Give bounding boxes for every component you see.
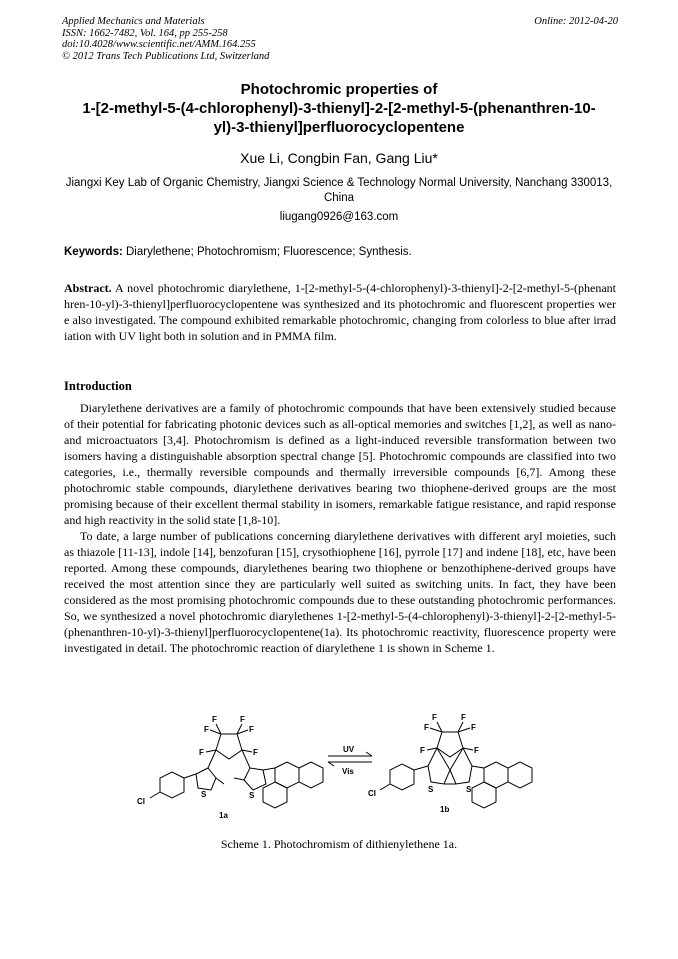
compound-1a-label: 1a	[219, 811, 228, 820]
thiophene-right-1a	[244, 768, 266, 790]
journal-header	[62, 16, 618, 62]
vis-label: Vis	[342, 767, 354, 776]
sulfur-label: S	[428, 785, 434, 794]
fluorine-label: F	[420, 746, 425, 755]
online-date: Online: 2012-04-20	[534, 16, 618, 27]
intro-paragraph-2-end: Its photochromic reactivity, fluorescence property were investigated in detail. The photochromic reaction of diarylethene 1 is shown in Scheme 1.	[64, 625, 617, 655]
doi: doi:10.4028/www.scientific.net/AMM.164.255	[62, 39, 256, 51]
abstract	[64, 280, 616, 344]
fluorine-label: F	[432, 713, 437, 722]
chlorophenyl-ring-1b	[390, 764, 414, 790]
uv-label: UV	[343, 745, 355, 754]
scheme-caption: Scheme 1. Photochromism of dithienylethene 1a.	[220, 837, 458, 851]
intro-paragraph-1: Diarylethene derivatives are a family of photochromic compounds that have been extensively studied because of their potential for fabricating photonic devices such as all-optical memories and switches [1,2], as well as nano- and microactuators [3,4]. Photochromism is defined as a light-induced reversible transformation between two isomers having a distinguishable absorption spectral change [5]. Photochromic compounds are classified into two categories, i.e., thermally reversible compounds and thermally irreversible compounds [6,7]. Among these photochromic stable compounds, diarylethene derivatives bearing two thiophene-derived groups are the most promising because of their excellent thermal stability in isomers, remarkable fatigue resistance, and rapid response and high reactivity in the solid state [1,8-10].	[64, 401, 616, 527]
phenanthrene-ring-b-1b	[508, 762, 532, 788]
fluorine-label: F	[461, 713, 466, 722]
paper-title	[40, 80, 638, 137]
title-line-3: yl)-3-thienyl]perfluorocyclopentene	[213, 119, 465, 136]
fluorine-label: F	[253, 748, 258, 757]
fluorine-label: F	[249, 725, 254, 734]
intro-paragraph-2-text: To date, a large number of publications concerning diarylethene derivatives with different aryl moieties, such as thiazole [11-13], indole [14], benzofuran [15], crysothiophene [16], pyrrole [17] and indene [18], etc, have been reported. Among these compounds, diarylethenes bearing two thiophene or benzothiphene-derived groups have received the most attention since they are particularly well suited as switching units. In fact, they have been considered as the most promising photochromic compounds due to these outstanding photochromic performances. So, we synthesized a novel photochromic diarylethenes	[64, 529, 616, 623]
chlorophenyl-ring-1a	[160, 772, 184, 798]
thiophene-right-1b	[450, 748, 472, 784]
intro-paragraph-2	[64, 528, 616, 656]
cyclopentene-ring-1a	[216, 734, 242, 759]
introduction-heading: Introduction	[64, 379, 132, 393]
cyclopentene-ring-1b	[437, 732, 463, 757]
title-line-2: 1-[2-methyl-5-(4-chlorophenyl)-3-thienyl]-2-[2-methyl-5-(phenanthren-10-	[82, 100, 596, 117]
phenanthrene-ring-c-1b	[472, 782, 496, 808]
fluorine-label: F	[424, 723, 429, 732]
introduction-body	[64, 400, 616, 656]
fluorine-label: F	[212, 715, 217, 724]
copyright: © 2012 Trans Tech Publications Ltd, Switzerland	[62, 50, 270, 62]
intro-compound-name: 1-[2-methyl-5-(4-chlorophenyl)-3-thienyl]-2-[2-methyl-5-(phenanthren-10-yl)-3-thienyl]perfluorocyclopentene(1a).	[64, 609, 616, 639]
issn: ISSN: 1662-7482, Vol. 164, pp 255-258	[62, 27, 228, 39]
fluorine-label: F	[471, 723, 476, 732]
scheme-1-figure	[110, 712, 570, 834]
fluorine-label: F	[204, 725, 209, 734]
sulfur-label: S	[201, 790, 207, 799]
thiophene-left-1b	[428, 748, 450, 784]
phenanthrene-ring-c-1a	[263, 782, 287, 808]
thiophene-left-1a	[196, 768, 216, 790]
sulfur-label: S	[249, 791, 255, 800]
compound-1b-label: 1b	[440, 805, 450, 814]
journal-name: Applied Mechanics and Materials	[62, 16, 205, 27]
authors: Xue Li, Congbin Fan, Gang Liu*	[240, 150, 438, 166]
fluorine-label: F	[240, 715, 245, 724]
abstract-text: A novel photochromic diarylethene, 1-[2-methyl-5-(4-chlorophenyl)-3-thienyl]-2-[2-methyl-5-(phenanthren-10-yl)-3-thienyl]perfluorocyclopentene was synthesized and its photochromic and fluorescent properties were also investigated. The compound exhibited remarkable photochromic, changing from colorless to blue after irradiation with UV light both in solution and in PMMA film.	[64, 281, 616, 343]
author-email[interactable]: liugang0926@163.com	[279, 211, 399, 223]
chlorine-label: Cl	[368, 789, 376, 798]
fluorine-label: F	[474, 746, 479, 755]
title-line-1: Photochromic properties of	[240, 81, 438, 98]
abstract-label: Abstract.	[64, 281, 112, 295]
sulfur-label: S	[466, 785, 472, 794]
keywords-text: Diarylethene; Photochromism; Fluorescence; Synthesis.	[126, 246, 412, 258]
phenanthrene-ring-b-1a	[299, 762, 323, 788]
keywords-label: Keywords:	[64, 246, 123, 258]
keywords	[64, 246, 616, 258]
chlorine-label: Cl	[137, 797, 145, 806]
affiliation: Jiangxi Key Lab of Organic Chemistry, Jiangxi Science & Technology Normal University, Nanchang 330013, China	[65, 177, 613, 204]
fluorine-label: F	[199, 748, 204, 757]
